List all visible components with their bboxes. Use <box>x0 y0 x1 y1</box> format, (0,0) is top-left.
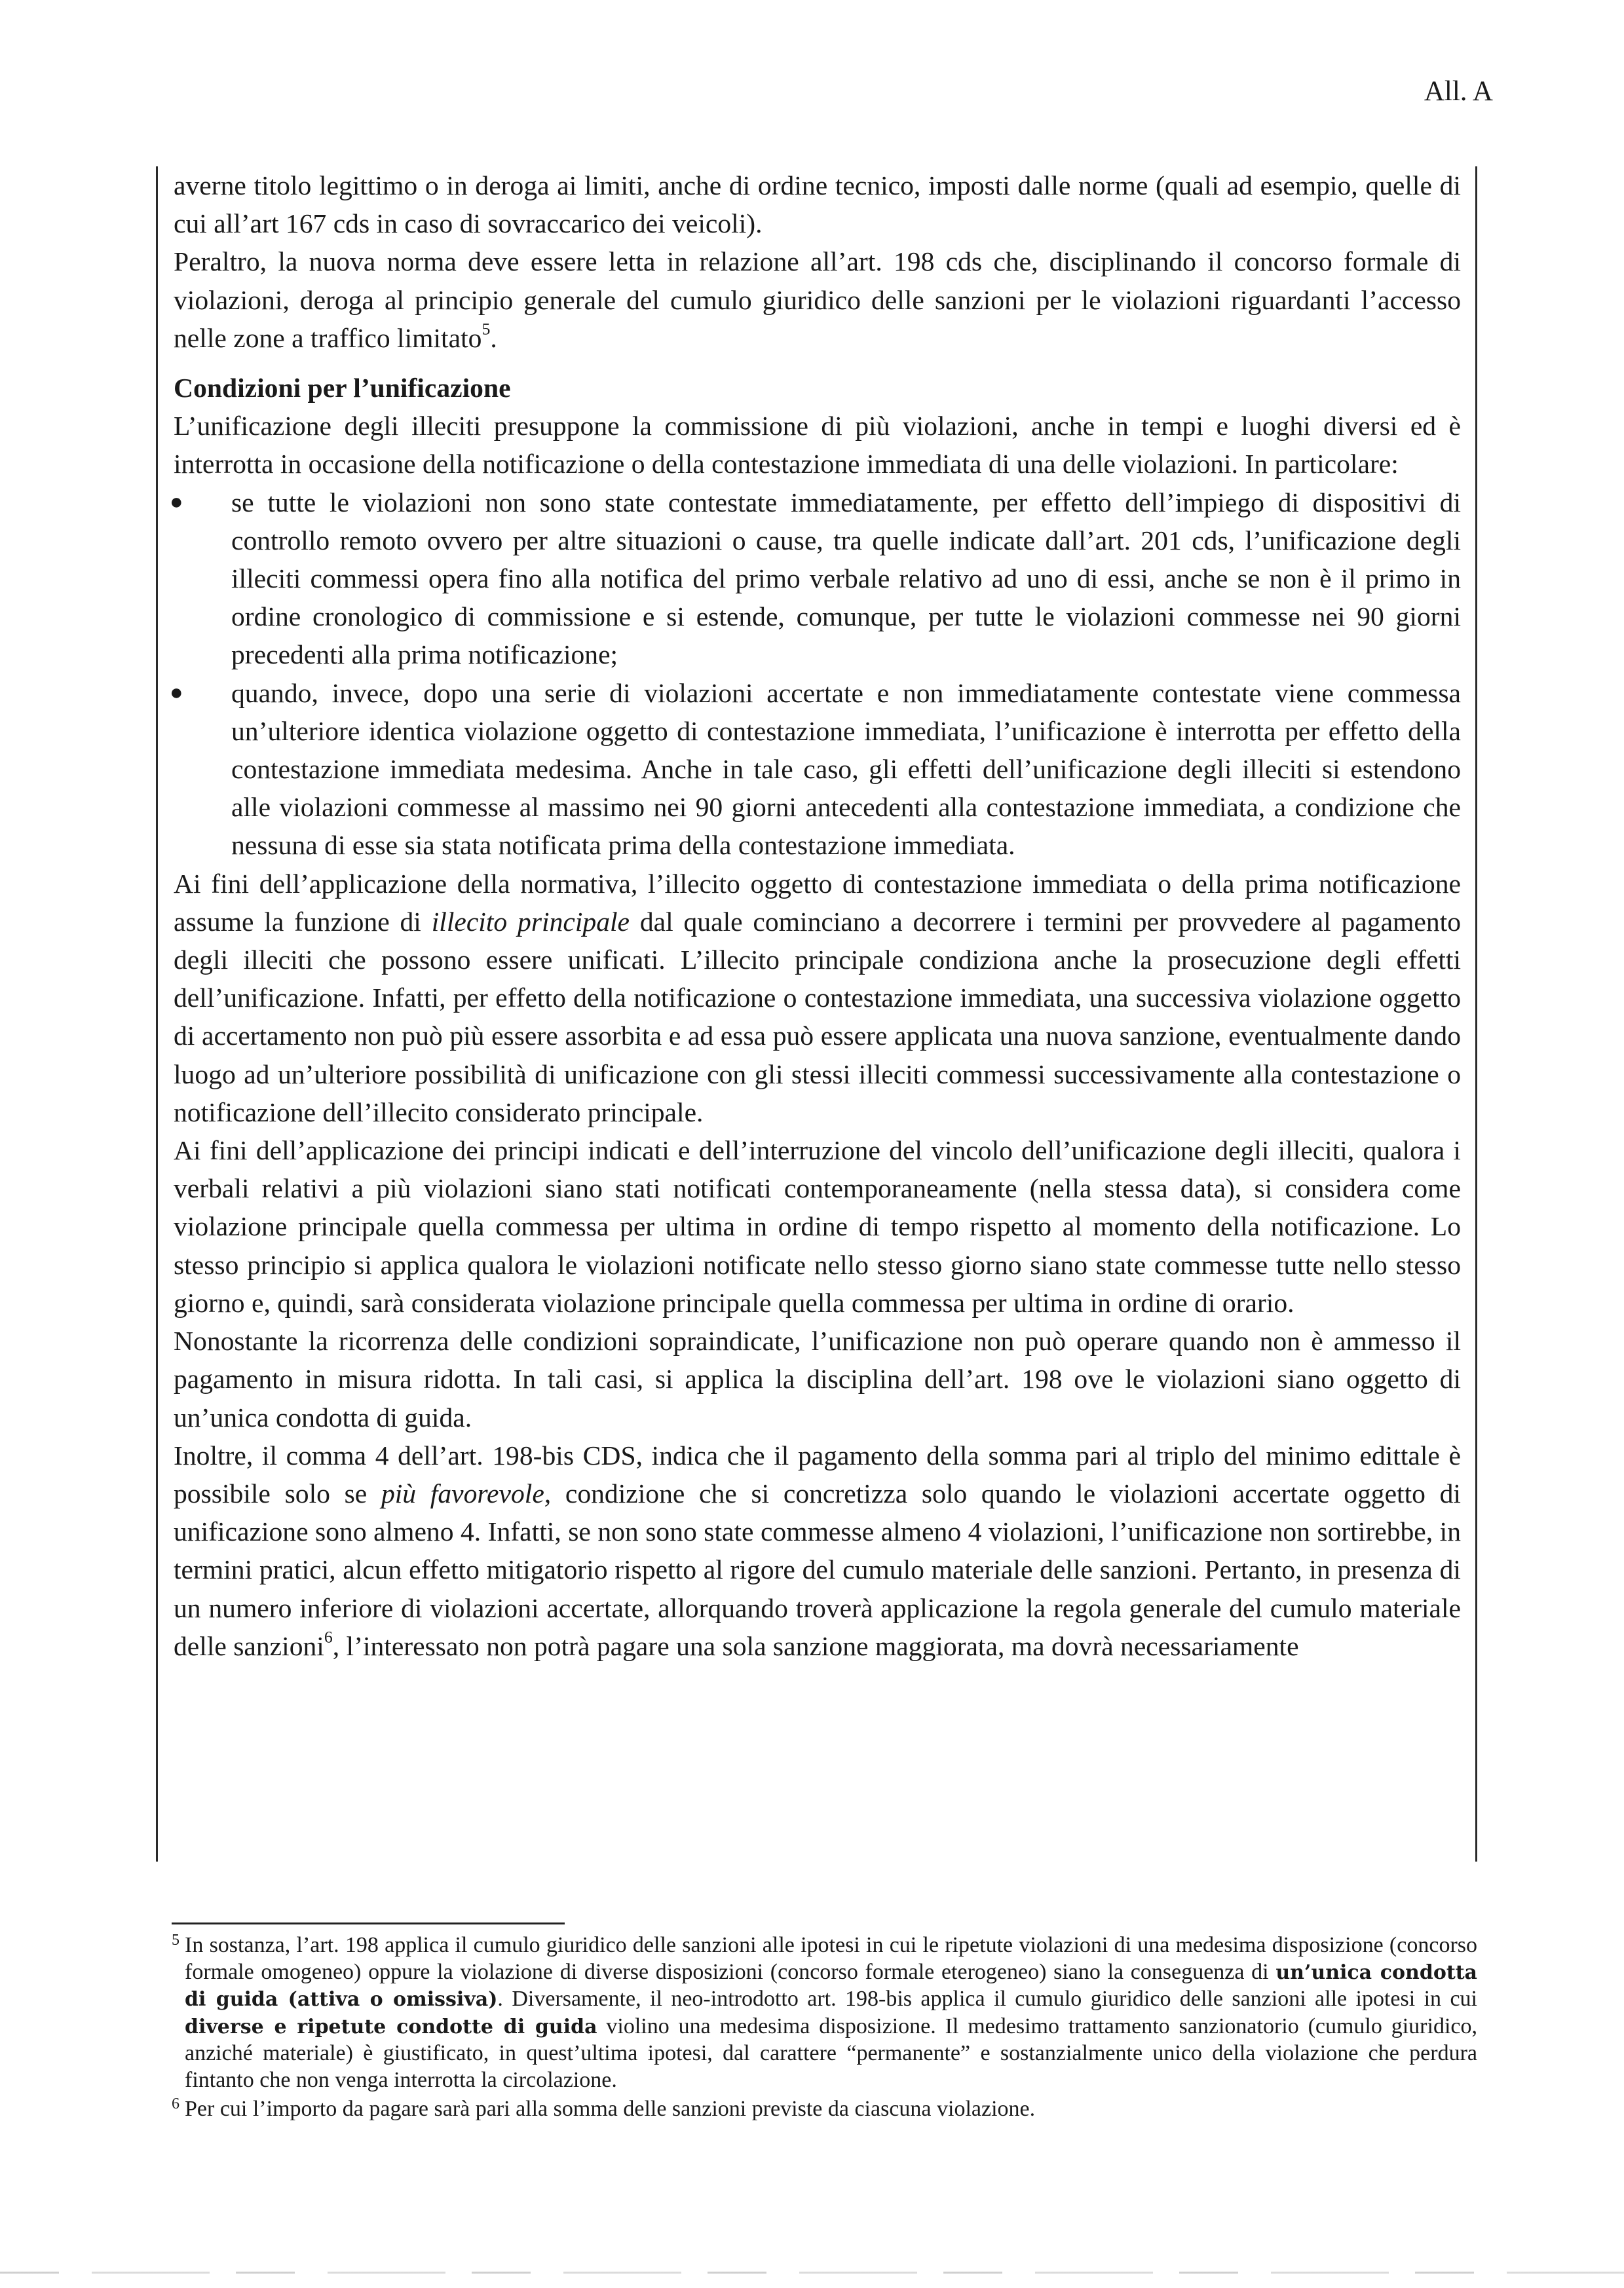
footnote-6-mark: 6 <box>172 2095 179 2112</box>
paragraph-comma-4-c: , l’interessato non potrà pagare una sola sanzione maggiorata, ma dovrà necessariamente <box>332 1630 1299 1661</box>
footnote-5-text-b: . Diversamente, il neo-introdotto art. 198-bis applica il cumulo giuridico delle sanzioni alle ipotesi in cui <box>497 1987 1477 2011</box>
paragraph-misura-ridotta: Nonostante la ricorrenza delle condizioni sopraindicate, l’unificazione non può operare quando non è ammesso il pagamento in misura ridotta. In tali casi, si applica la disciplina dell’art. 198 ove le violazioni siano oggetto di un’unica condotta di guida. <box>174 1326 1461 1433</box>
paragraph-art-198 <box>174 242 1461 357</box>
list-item <box>170 674 1461 865</box>
illecito-principale-emphasis: illecito principale <box>431 906 630 937</box>
paragraph-art-198-text: Peraltro, la nuova norma deve essere letta in relazione all’art. 198 cds che, disciplinando il concorso formale di violazioni, deroga al principio generale del cumulo giuridico delle sanzioni per le violazioni riguardanti l’accesso nelle zone a traffico limitato <box>174 246 1461 353</box>
list-item <box>170 483 1461 674</box>
footnote-ref-6[interactable]: 6 <box>324 1627 333 1647</box>
paragraph-comma-4-a: Inoltre, il comma 4 dell’art. 198-bis CDS, indica che il pagamento della somma pari al triplo del minimo edittale è possibile solo se <box>174 1440 1461 1509</box>
footnote-5 <box>172 1932 1477 2093</box>
paragraph-comma-4 <box>174 1436 1461 1665</box>
scan-edge-artifact <box>0 2272 1624 2274</box>
list-item-text: se tutte le violazioni non sono state contestate immediatamente, per effetto dell’impiego di dispositivi di controllo remoto ovvero per altre situazioni o cause, tra quelle indicate dall’art. 201 cds, l’unificazione degli illeciti commessi opera fino alla notifica del primo verbale relativo ad uno di essi, anche se non è il primo in ordine cronologico di commissione e si estende, comunque, per tutte le violazioni commesse nei 90 giorni precedenti alla prima notificazione; <box>231 487 1461 670</box>
footnote-5-mark: 5 <box>172 1932 179 1949</box>
paragraph-comma-4-b: condizione che si concretizza solo quando le violazioni accertate oggetto di unificazione sono almeno 4. Infatti, se non sono state commesse almeno 4 violazioni, l’unificazione non sortirebbe, in termini pratici, alcun effetto mitigatorio rispetto al rigore del cumulo materiale delle sanzioni. Pertanto, in presenza di un numero inferiore di violazioni accertate, allorquando troverà applicazione la regola generale del cumulo materiale delle sanzioni <box>174 1478 1461 1661</box>
footnote-5-text-a: In sostanza, l’art. 198 applica il cumulo giuridico delle sanzioni alle ipotesi in cui le ripetute violazioni di una medesima disposizione (concorso formale omogeneo) oppure la violazione di diverse disposizioni (concorso formale eterogeneo) siano la conseguenza di <box>185 1933 1477 1984</box>
section-heading: Condizioni per l’unificazione <box>174 373 511 403</box>
footnote-5-bold-2: diverse e ripetute condotte di guida <box>185 2015 597 2038</box>
footnotes-section <box>172 1932 1477 2123</box>
bullet-icon: ● <box>170 680 183 705</box>
footnote-5-text-c: violino una medesima disposizione. Il medesimo trattamento sanzionatorio (cumulo giuridico, anziché materiale) è giustificato, in quest’ultima ipotesi, dal carattere “permanente” e sostanzialmente unico della violazione che perdura fintanto che non venga interrotta la circolazione. <box>185 2014 1477 2092</box>
list-item-text: quando, invece, dopo una serie di violazioni accertate e non immediatamente contestate viene commessa un’ulteriore identica violazione oggetto di contestazione immediata, l’unificazione è interrotta per effetto della contestazione immediata medesima. Anche in tale caso, gli effetti dell’unificazione degli illeciti si estendono alle violazioni commesse al massimo nei 90 giorni antecedenti alla contestazione immediata, a condizione che nessuna di esse sia stata notificata prima della contestazione immediata. <box>231 677 1461 861</box>
paragraph-conditions: L’unificazione degli illeciti presuppone la commissione di più violazioni, anche in tempi e luoghi diversi ed è interrotta in occasione della notificazione o della contestazione immediata di una delle violazioni. In particolare: <box>174 411 1461 479</box>
conditions-list <box>170 483 1461 865</box>
main-text-block <box>156 166 1477 1862</box>
paragraph-notifica-contemporanea: Ai fini dell’applicazione dei principi indicati e dell’interruzione del vincolo dell’unificazione degli illeciti, qualora i verbali relativi a più violazioni siano stati notificati contemporaneamente (nella stessa data), si considera come violazione principale quella commessa per ultima in ordine di tempo rispetto al momento della notificazione. Lo stesso principio si applica qualora le violazioni notificate nello stesso giorno siano state commesse tutte nello stesso giorno e, quindi, sarà considerata violazione principale quella commessa per ultima in ordine di orario. <box>174 1135 1461 1318</box>
footnote-6-text: Per cui l’importo da pagare sarà pari alla somma delle sanzioni previste da ciascuna violazione. <box>185 2097 1036 2121</box>
footnote-ref-5[interactable]: 5 <box>482 319 491 339</box>
piu-favorevole-emphasis: più favorevole, <box>381 1478 552 1509</box>
paragraph-illecito-principale <box>174 865 1461 1131</box>
paragraph-illecito-principale-a: Ai fini dell’applicazione della normativa, l’illecito oggetto di contestazione immediata o della prima notificazione assume la funzione di <box>174 868 1461 937</box>
paragraph-art-198-end: . <box>490 322 497 353</box>
bullet-icon: ● <box>170 489 183 514</box>
footnote-5-bold-1: un’unica condotta di guida (attiva o omissiva) <box>185 1960 1477 2011</box>
footnote-divider <box>172 1922 565 1924</box>
paragraph-illecito-principale-b: dal quale cominciano a decorrere i termini per provvedere al pagamento degli illeciti che possono essere unificati. L’illecito principale condiziona anche la prosecuzione degli effetti dell’unificazione. Infatti, per effetto della notificazione o contestazione immediata, una successiva violazione oggetto di accertamento non può più essere assorbita e ad essa può essere applicata una nuova sanzione, eventualmente dando luogo ad un’ulteriore possibilità di unificazione con gli stessi illeciti commessi successivamente alla contestazione o notificazione dell’illecito considerato principale. <box>174 906 1461 1127</box>
footnote-6 <box>172 2096 1477 2123</box>
annex-label: All. A <box>1424 76 1493 107</box>
paragraph-intro: averne titolo legittimo o in deroga ai limiti, anche di ordine tecnico, imposti dalle norme (quali ad esempio, quelle di cui all’art 167 cds in caso di sovraccarico dei veicoli). <box>174 170 1461 239</box>
